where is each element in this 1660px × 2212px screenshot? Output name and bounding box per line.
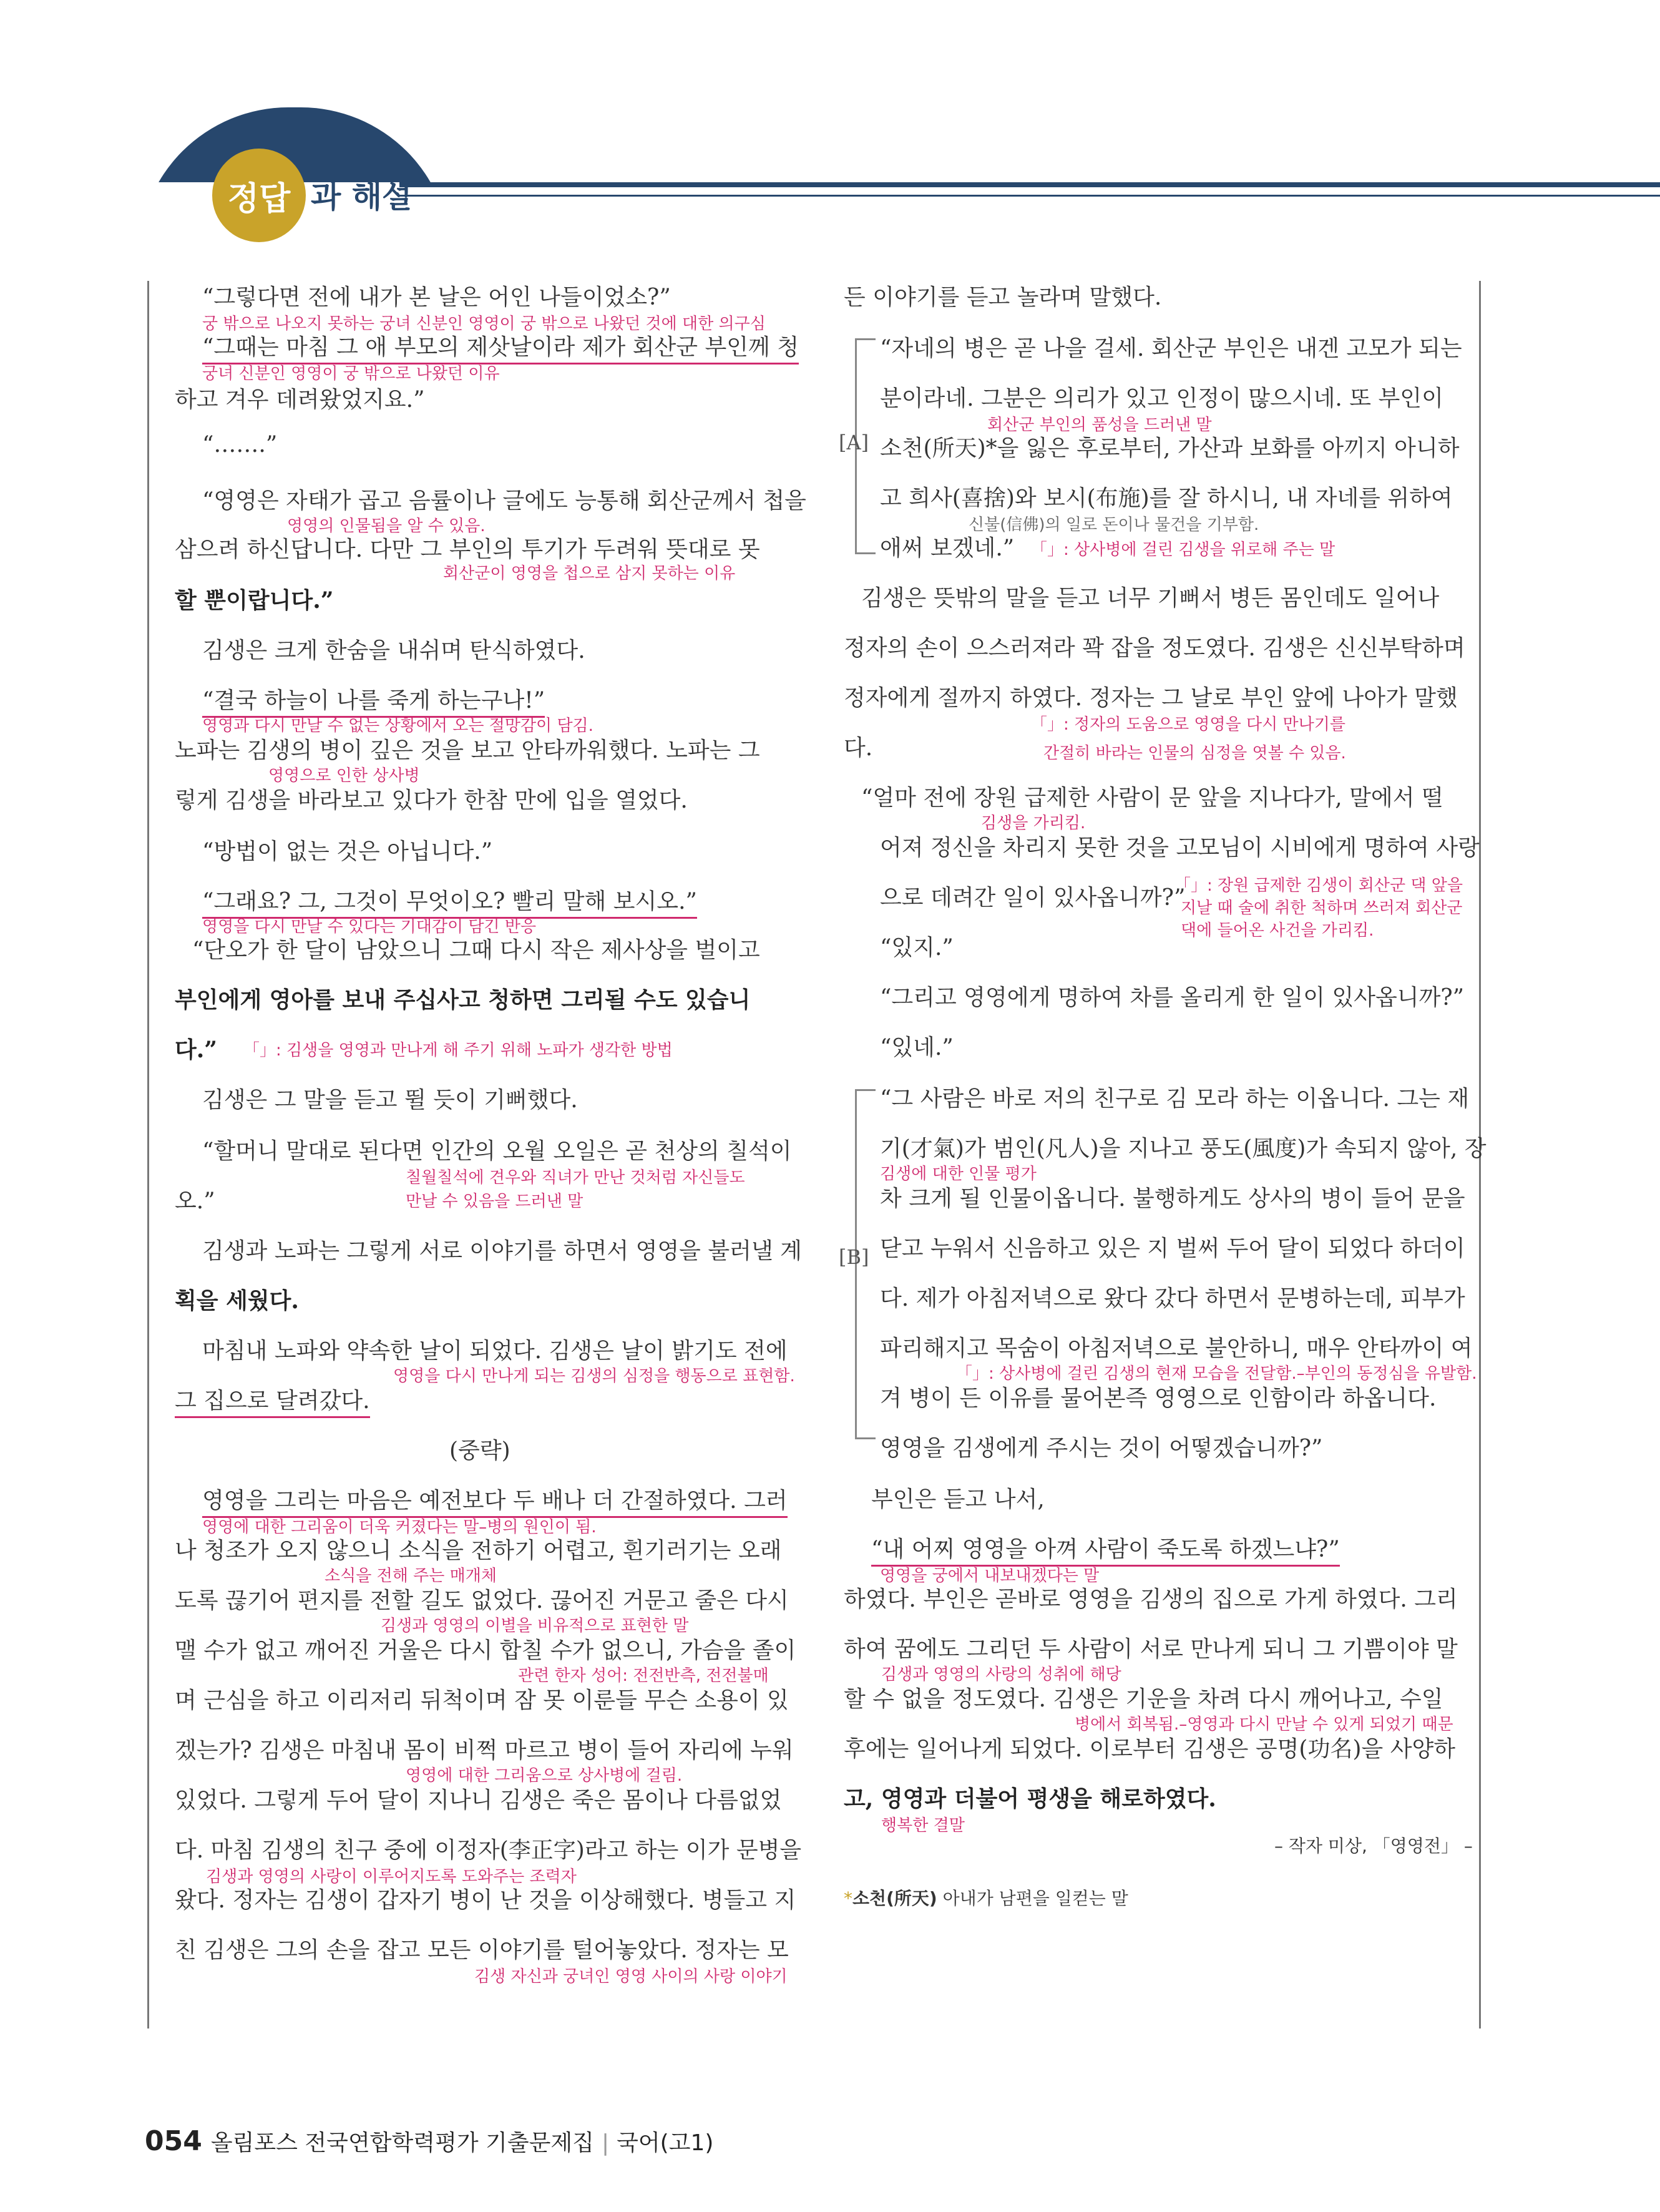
right-line: 차 크게 될 인물이옵니다. 불행하게도 상사의 병이 들어 문을 bbox=[880, 1186, 1465, 1211]
footer-brand: 올림포스 전국연합학력평가 기출문제집 bbox=[210, 2130, 594, 2156]
left-line: “그렇다면 전에 내가 본 날은 어인 나들이었소?” bbox=[202, 285, 671, 310]
right-line: 할 수 없을 정도였다. 김생은 기운을 차려 다시 깨어나고, 수일 bbox=[844, 1686, 1443, 1712]
annotation: 영영을 다시 만나게 되는 김생의 심정을 행동으로 표현함. bbox=[393, 1367, 795, 1386]
right-line: 하여 꿈에도 그리던 두 사람이 서로 만나게 되니 그 기쁨이야 말 bbox=[844, 1637, 1458, 1662]
right-line: 겨 병이 든 이유를 물어본즉 영영으로 인함이라 하옵니다. bbox=[880, 1386, 1437, 1411]
left-line: 김생은 그 말을 듣고 뛸 듯이 기뻐했다. bbox=[202, 1087, 578, 1113]
footer-divider: | bbox=[601, 2130, 610, 2156]
annotation: 회산군이 영영을 첩으로 삼지 못하는 이유 bbox=[443, 564, 736, 583]
right-line: 기(才氣)가 범인(凡人)을 지나고 풍도(風度)가 속되지 않아, 장 bbox=[880, 1136, 1487, 1162]
annotation: 영영을 다시 만날 수 있다는 기대감이 담긴 반응 bbox=[202, 918, 537, 936]
annotation: 김생을 가리킴. bbox=[981, 814, 1086, 833]
annotation: 영영과 다시 만날 수 없는 상황에서 오는 절망감이 담김. bbox=[202, 717, 593, 735]
annotation: 영영에 대한 그리움이 더욱 커졌다는 말–병의 원인이 됨. bbox=[202, 1518, 597, 1537]
bracket-b-label: [B] bbox=[839, 1245, 869, 1269]
left-line: 부인에게 영아를 보내 주십사고 청하면 그리될 수도 있습니 bbox=[175, 987, 751, 1013]
left-line: 겠는가? 김생은 마침내 몸이 비쩍 마르고 병이 들어 자리에 누워 bbox=[175, 1738, 794, 1763]
right-line: 애써 보겠네.” bbox=[880, 536, 1015, 561]
left-line: 있었다. 그렇게 두어 달이 지나니 김생은 죽은 몸이나 다름없었 bbox=[175, 1788, 782, 1813]
left-line: 나 청조가 오지 않으니 소식을 전하기 어렵고, 흰기러기는 오래 bbox=[175, 1538, 782, 1564]
right-line: 든 이야기를 듣고 놀라며 말했다. bbox=[844, 285, 1162, 310]
header-title: 과 해설 bbox=[311, 179, 413, 215]
right-line: 닫고 누워서 신음하고 있은 지 벌써 두어 달이 되었다 하더이 bbox=[880, 1236, 1465, 1261]
gloss: *소천(所天) 아내가 남편을 일컫는 말 bbox=[844, 1888, 1128, 1909]
annotation: 소식을 전해 주는 매개체 bbox=[325, 1567, 497, 1585]
left-line: “그때는 마침 그 애 부모의 제삿날이라 제가 회산군 부인께 청 bbox=[202, 330, 799, 365]
annotation: 궁녀 신분인 영영이 궁 밖으로 나왔던 이유 bbox=[202, 365, 500, 383]
annotation: 영영을 궁에서 내보내겠다는 말 bbox=[880, 1567, 1100, 1585]
annotation: 영영의 인물됨을 알 수 있음. bbox=[287, 517, 486, 536]
right-line: 영영을 김생에게 주시는 것이 어떻겠습니까?” bbox=[880, 1436, 1323, 1461]
annotation: 김생과 영영의 사랑이 이루어지도록 도와주는 조력자 bbox=[206, 1867, 577, 1886]
right-line: 정자에게 절까지 하였다. 정자는 그 날로 부인 앞에 나아가 말했 bbox=[844, 685, 1458, 711]
left-line: “그래요? 그, 그것이 무엇이오? 빨리 말해 보시오.” bbox=[202, 884, 697, 919]
right-line: “자네의 병은 곧 나을 걸세. 회산군 부인은 내겐 고모가 되는 bbox=[880, 336, 1462, 361]
footer-subject: 국어(고1) bbox=[617, 2130, 714, 2156]
left-line: “방법이 없는 것은 아닙니다.” bbox=[202, 839, 493, 864]
left-line: 마침내 노파와 약속한 날이 되었다. 김생은 날이 밝기도 전에 bbox=[202, 1338, 788, 1364]
right-line: 파리해지고 목숨이 아침저녁으로 불안하니, 매우 안타까이 여 bbox=[880, 1336, 1473, 1361]
left-line: 김생과 노파는 그렇게 서로 이야기를 하면서 영영을 불러낼 계 bbox=[202, 1238, 802, 1264]
right-line: “그리고 영영에게 명하여 차를 올리게 한 일이 있사옵니까?” bbox=[880, 985, 1465, 1011]
bracket-a-label: [A] bbox=[839, 431, 869, 454]
source-citation: – 작자 미상, 「영영전」 – bbox=[1274, 1836, 1473, 1856]
annotation: 댁에 들어온 사건을 가리킴. bbox=[1181, 921, 1374, 940]
annotation: 「」: 상사병에 걸린 김생을 위로해 주는 말 bbox=[1031, 541, 1335, 559]
gloss-star-icon: * bbox=[844, 1888, 852, 1909]
left-line: “결국 하늘이 나를 죽게 하는구나!” bbox=[202, 683, 545, 718]
right-line: “그 사람은 바로 저의 친구로 김 모라 하는 이옵니다. 그는 재 bbox=[880, 1086, 1470, 1112]
annotation: 궁 밖으로 나오지 못하는 궁녀 신분인 영영이 궁 밖으로 나왔던 것에 대한 의구심 bbox=[202, 315, 766, 333]
left-line: 영영을 그리는 마음은 예전보다 두 배나 더 간절하였다. 그러 bbox=[202, 1483, 788, 1518]
right-line: 다. bbox=[844, 735, 873, 761]
right-line: 정자의 손이 으스러져라 꽉 잡을 정도였다. 김생은 신신부탁하며 bbox=[844, 635, 1465, 661]
right-line: 후에는 일어나게 되었다. 이로부터 김생은 공명(功名)을 사양하 bbox=[844, 1736, 1456, 1762]
annotation: 「」: 장원 급제한 김생이 회산군 댁 앞을 bbox=[1174, 876, 1463, 895]
left-line: 노파는 김생의 병이 깊은 것을 보고 안타까워했다. 노파는 그 bbox=[175, 738, 760, 763]
annotation: 신불(信佛)의 일로 돈이나 물건을 기부함. bbox=[969, 516, 1259, 534]
right-line: 하였다. 부인은 곧바로 영영을 김생의 집으로 가게 하였다. 그리 bbox=[844, 1587, 1458, 1612]
right-line: “있네.” bbox=[880, 1035, 954, 1060]
left-line: 하고 겨우 데려왔었지요.” bbox=[175, 387, 425, 413]
right-line: 어져 정신을 차리지 못한 것을 고모님이 시비에게 명하여 사랑 bbox=[880, 835, 1480, 861]
right-line: 고 희사(喜捨)와 보시(布施)를 잘 하시니, 내 자네를 위하여 bbox=[880, 486, 1453, 511]
right-line: 소천(所天)*을 잃은 후로부터, 가산과 보화를 아끼지 아니하 bbox=[880, 436, 1460, 461]
left-line: “단오가 한 달이 남았으니 그때 다시 작은 제사상을 벌이고 bbox=[192, 937, 760, 963]
annotation: 간절히 바라는 인물의 심정을 엿볼 수 있음. bbox=[1043, 744, 1346, 763]
annotation: 병에서 회복됨.–영영과 다시 만날 수 있게 되었기 때문 bbox=[1075, 1715, 1453, 1734]
annotation: 김생에 대한 인물 평가 bbox=[880, 1165, 1037, 1183]
annotation: 관련 한자 성어: 전전반측, 전전불매 bbox=[518, 1666, 769, 1685]
right-line: 분이라네. 그분은 의리가 있고 인정이 많으시네. 또 부인이 bbox=[880, 386, 1443, 411]
right-line: “있지.” bbox=[880, 935, 954, 961]
left-column-rule bbox=[147, 281, 149, 2028]
annotation: 행복한 결말 bbox=[881, 1816, 965, 1835]
annotation: 김생과 영영의 사랑의 성취에 해당 bbox=[881, 1665, 1121, 1684]
left-line: 다.” bbox=[175, 1037, 218, 1063]
page-footer bbox=[145, 2125, 713, 2157]
annotation: 만날 수 있음을 드러낸 말 bbox=[406, 1192, 583, 1211]
right-line: “얼마 전에 장원 급제한 사람이 문 앞을 지나다가, 말에서 떨 bbox=[861, 785, 1443, 811]
annotation: 김생 자신과 궁녀인 영영 사이의 사랑 이야기 bbox=[474, 1967, 788, 1986]
left-line: 그 집으로 달려갔다. bbox=[175, 1383, 370, 1418]
left-line: 획을 세웠다. bbox=[175, 1288, 299, 1314]
left-line: 삼으려 하신답니다. 다만 그 부인의 투기가 두려워 뜻대로 못 bbox=[175, 537, 760, 562]
right-line: 고, 영영과 더불어 평생을 해로하였다. bbox=[844, 1786, 1216, 1812]
left-line: 왔다. 정자는 김생이 갑자기 병이 난 것을 이상해했다. 병들고 지 bbox=[175, 1887, 796, 1913]
left-line: 할 뿐이랍니다.” bbox=[175, 587, 334, 614]
left-line: 친 김생은 그의 손을 잡고 모든 이야기를 털어놓았다. 정자는 모 bbox=[175, 1937, 789, 1963]
annotation: 회산군 부인의 품성을 드러낸 말 bbox=[987, 416, 1212, 434]
left-line: 김생은 크게 한숨을 내쉬며 탄식하였다. bbox=[202, 638, 585, 663]
annotation: 칠월칠석에 견우와 직녀가 만난 것처럼 자신들도 bbox=[406, 1168, 745, 1187]
annotation: 지날 때 술에 취한 척하며 쓰러져 회산군 bbox=[1181, 899, 1463, 918]
right-line: 으로 데려간 일이 있사옵니까?” bbox=[880, 885, 1186, 911]
left-line: “할머니 말대로 된다면 인간의 오월 오일은 곧 천상의 칠석이 bbox=[202, 1138, 792, 1164]
left-line: 며 근심을 하고 이리저리 뒤척이며 잠 못 이룬들 무슨 소용이 있 bbox=[175, 1688, 789, 1713]
right-line: 부인은 듣고 나서, bbox=[871, 1487, 1045, 1512]
header-rule-thin bbox=[399, 195, 1660, 197]
header-badge: 정답 bbox=[212, 149, 306, 242]
left-line: “영영은 자태가 곱고 음률이나 글에도 능통해 회산군께서 첩을 bbox=[202, 488, 806, 514]
right-line: 다. 제가 아침저녁으로 왔다 갔다 하면서 문병하는데, 피부가 bbox=[880, 1286, 1465, 1311]
left-line: 오.” bbox=[175, 1188, 215, 1214]
annotation: 「」: 상사병에 걸린 김생의 현재 모습을 전달함.–부인의 동정심을 유발함. bbox=[956, 1364, 1477, 1383]
page-number: 054 bbox=[145, 2125, 202, 2157]
left-line: 도록 끊기어 편지를 전할 길도 없었다. 끊어진 거문고 줄은 다시 bbox=[175, 1588, 789, 1613]
annotation: 영영으로 인한 상사병 bbox=[268, 766, 420, 785]
right-line: “내 어찌 영영을 아껴 사람이 죽도록 하겠느냐?” bbox=[871, 1532, 1340, 1567]
annotation: 김생과 영영의 이별을 비유적으로 표현한 말 bbox=[381, 1617, 689, 1635]
left-line: 맬 수가 없고 깨어진 거울은 다시 합칠 수가 없으니, 가슴을 졸이 bbox=[175, 1638, 796, 1663]
annotation: 「」: 김생을 영영과 만나게 해 주기 위해 노파가 생각한 방법 bbox=[243, 1041, 673, 1060]
left-line: 다. 마침 김생의 친구 중에 이정자(李正字)라고 하는 이가 문병을 bbox=[175, 1838, 802, 1863]
right-line: 김생은 뜻밖의 말을 듣고 너무 기뻐서 병든 몸인데도 일어나 bbox=[861, 585, 1440, 611]
left-line: (중략) bbox=[449, 1438, 510, 1464]
annotation: 영영에 대한 그리움으로 상사병에 걸림. bbox=[406, 1766, 683, 1785]
left-line: 렇게 김생을 바라보고 있다가 한참 만에 입을 열었다. bbox=[175, 788, 688, 813]
left-line: “…….” bbox=[202, 432, 278, 458]
header-rule bbox=[399, 182, 1660, 187]
annotation: 「」: 정자의 도움으로 영영을 다시 만나기를 bbox=[1031, 715, 1345, 734]
